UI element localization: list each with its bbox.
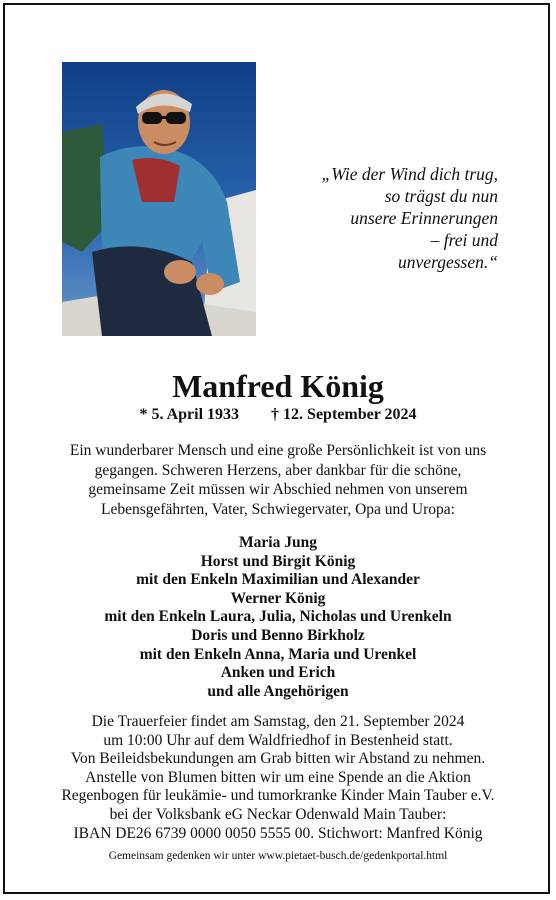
- quote-line: so trägst du nun: [384, 186, 498, 206]
- mourners-list: [0, 534, 556, 701]
- service-line: Die Trauerfeier findet am Samstag, den 21. September 2024: [91, 713, 465, 730]
- quote-line: unsere Erinnerungen: [350, 208, 498, 228]
- mourner-line: mit den Enkeln Laura, Julia, Nicholas und Urenkeln: [104, 608, 452, 626]
- mourner-line: und alle Angehörigen: [207, 682, 349, 700]
- mourner-line: Anken und Erich: [220, 664, 336, 682]
- life-dates: [0, 404, 556, 426]
- quote-line: „Wie der Wind dich trug,: [321, 164, 498, 184]
- death-date: † 12. September 2024: [271, 406, 417, 423]
- mourner-line: Doris und Benno Birkholz: [191, 626, 365, 644]
- service-line: um 10:00 Uhr auf dem Waldfriedhof in Bestenheid statt.: [103, 731, 453, 749]
- intro-line: gemeinsame Zeit müssen wir Abschied nehmen von unserem: [88, 481, 468, 498]
- service-line: Anstelle von Blumen bitten wir um eine Spende an die Aktion: [85, 768, 471, 786]
- service-line: Von Beileidsbekundungen am Grab bitten wir Abstand zu nehmen.: [70, 750, 486, 768]
- service-line: Regenbogen für leukämie- und tumorkranke Kinder Main Tauber e.V.: [61, 787, 495, 805]
- intro-line: Lebensgefährten, Vater, Schwiegervater, Opa und Uropa:: [101, 500, 455, 518]
- deceased-name: Manfred König: [172, 368, 384, 404]
- quote-line: – frei und: [430, 230, 498, 250]
- quote-line: unvergessen.“: [398, 252, 498, 272]
- mourner-line: mit den Enkeln Maximilian und Alexander: [136, 571, 420, 589]
- service-details: [0, 713, 556, 843]
- intro-text: [0, 441, 556, 519]
- memorial-portal-link[interactable]: Gemeinsam gedenken wir unter www.pietaet-busch.de/gedenkportal.html: [108, 850, 448, 862]
- mourner-line: Werner König: [230, 589, 326, 607]
- birth-date: * 5. April 1933: [139, 406, 240, 423]
- intro-line: Ein wunderbarer Mensch und eine große Persönlichkeit ist von uns: [69, 442, 487, 459]
- mourner-line: mit den Enkeln Anna, Maria und Urenkel: [139, 645, 417, 663]
- service-line: IBAN DE26 6739 0000 0050 5555 00. Stichwort: Manfred König: [73, 824, 483, 842]
- service-line: bei der Volksbank eG Neckar Odenwald Main Tauber:: [109, 805, 447, 823]
- mourner-line: Horst und Birgit König: [200, 552, 356, 570]
- mourner-line: Maria Jung: [239, 534, 317, 551]
- intro-line: gegangen. Schweren Herzens, aber dankbar für die schöne,: [94, 461, 462, 479]
- memorial-quote: [270, 163, 498, 273]
- portrait-photo: [62, 62, 256, 336]
